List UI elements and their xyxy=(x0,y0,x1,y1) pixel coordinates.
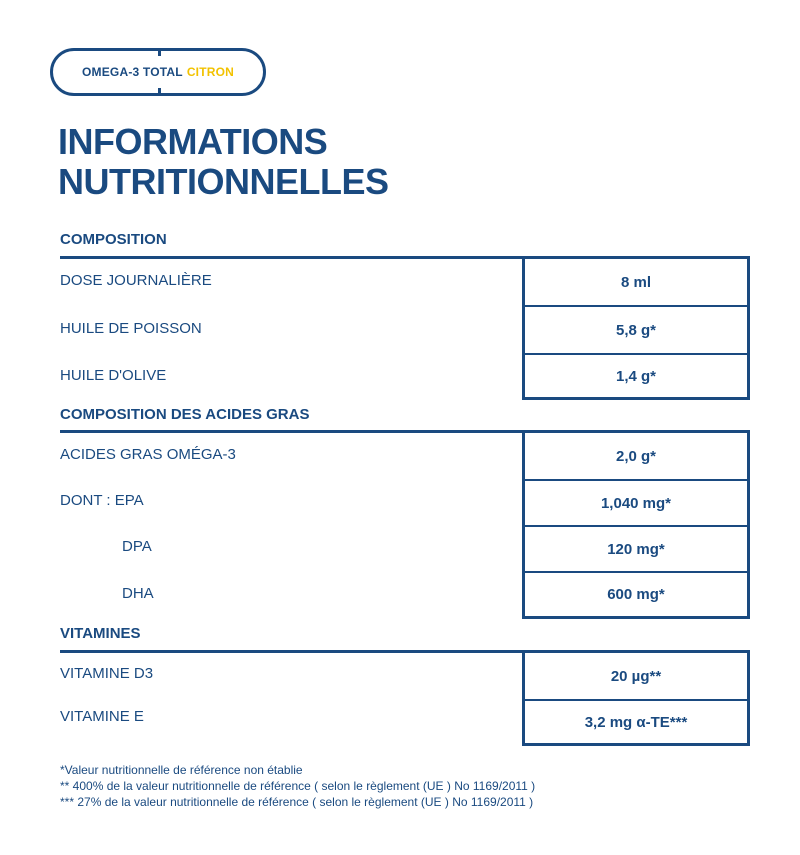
footnote-1: *Valeur nutritionnelle de référence non établie xyxy=(60,763,303,777)
value-dha: 600 mg* xyxy=(607,586,665,603)
row-label-dha: DHA xyxy=(122,585,154,602)
badge-variant: CITRON xyxy=(186,65,235,79)
value-dpa: 120 mg* xyxy=(607,540,665,558)
value-omega3: 2,0 g* xyxy=(615,447,657,465)
product-badge xyxy=(50,48,266,96)
footnote-3: *** 27% de la valeur nutritionnelle de référence ( selon le règlement (UE ) No 1169/2011 ) xyxy=(60,795,534,809)
section-heading-composition: COMPOSITION xyxy=(60,231,167,248)
value-epa: 1,040 mg* xyxy=(600,494,672,512)
value-box-vitamins xyxy=(522,650,750,746)
value-vitamin-d3: 20 µg** xyxy=(610,667,662,685)
value-olive-oil: 1,4 g* xyxy=(615,367,657,385)
badge-tick-bottom xyxy=(158,88,161,96)
row-label-epa: DONT : EPA xyxy=(60,492,144,509)
value-fish-oil: 5,8 g* xyxy=(615,321,657,339)
badge-tick-top xyxy=(158,48,161,56)
footnotes xyxy=(60,762,535,810)
row-label-fish-oil: HUILE DE POISSON xyxy=(60,320,202,337)
footnote-2: ** 400% de la valeur nutritionnelle de référence ( selon le règlement (UE ) No 1169/2011 ) xyxy=(60,779,536,793)
value-daily-dose: 8 ml xyxy=(620,273,651,291)
row-label-daily-dose: DOSE JOURNALIÈRE xyxy=(60,272,212,289)
row-label-dpa: DPA xyxy=(122,538,152,555)
page-title xyxy=(58,122,389,202)
badge-product-name: OMEGA-3 TOTAL xyxy=(81,65,183,79)
row-label-omega3: ACIDES GRAS OMÉGA-3 xyxy=(60,446,236,463)
value-box-fatty-acids xyxy=(522,430,750,619)
row-label-olive-oil: HUILE D'OLIVE xyxy=(60,367,167,384)
section-heading-vitamins: VITAMINES xyxy=(60,625,141,642)
row-label-vitamin-e: VITAMINE E xyxy=(60,708,144,725)
value-box-composition xyxy=(522,256,750,400)
page-title-line-2: NUTRITIONNELLES xyxy=(58,161,389,202)
page-title-line-1: INFORMATIONS xyxy=(58,121,328,162)
section-heading-fatty-acids: COMPOSITION DES ACIDES GRAS xyxy=(60,406,310,423)
value-vitamin-e: 3,2 mg α-TE*** xyxy=(584,713,688,731)
row-label-vitamin-d3: VITAMINE D3 xyxy=(60,665,154,682)
